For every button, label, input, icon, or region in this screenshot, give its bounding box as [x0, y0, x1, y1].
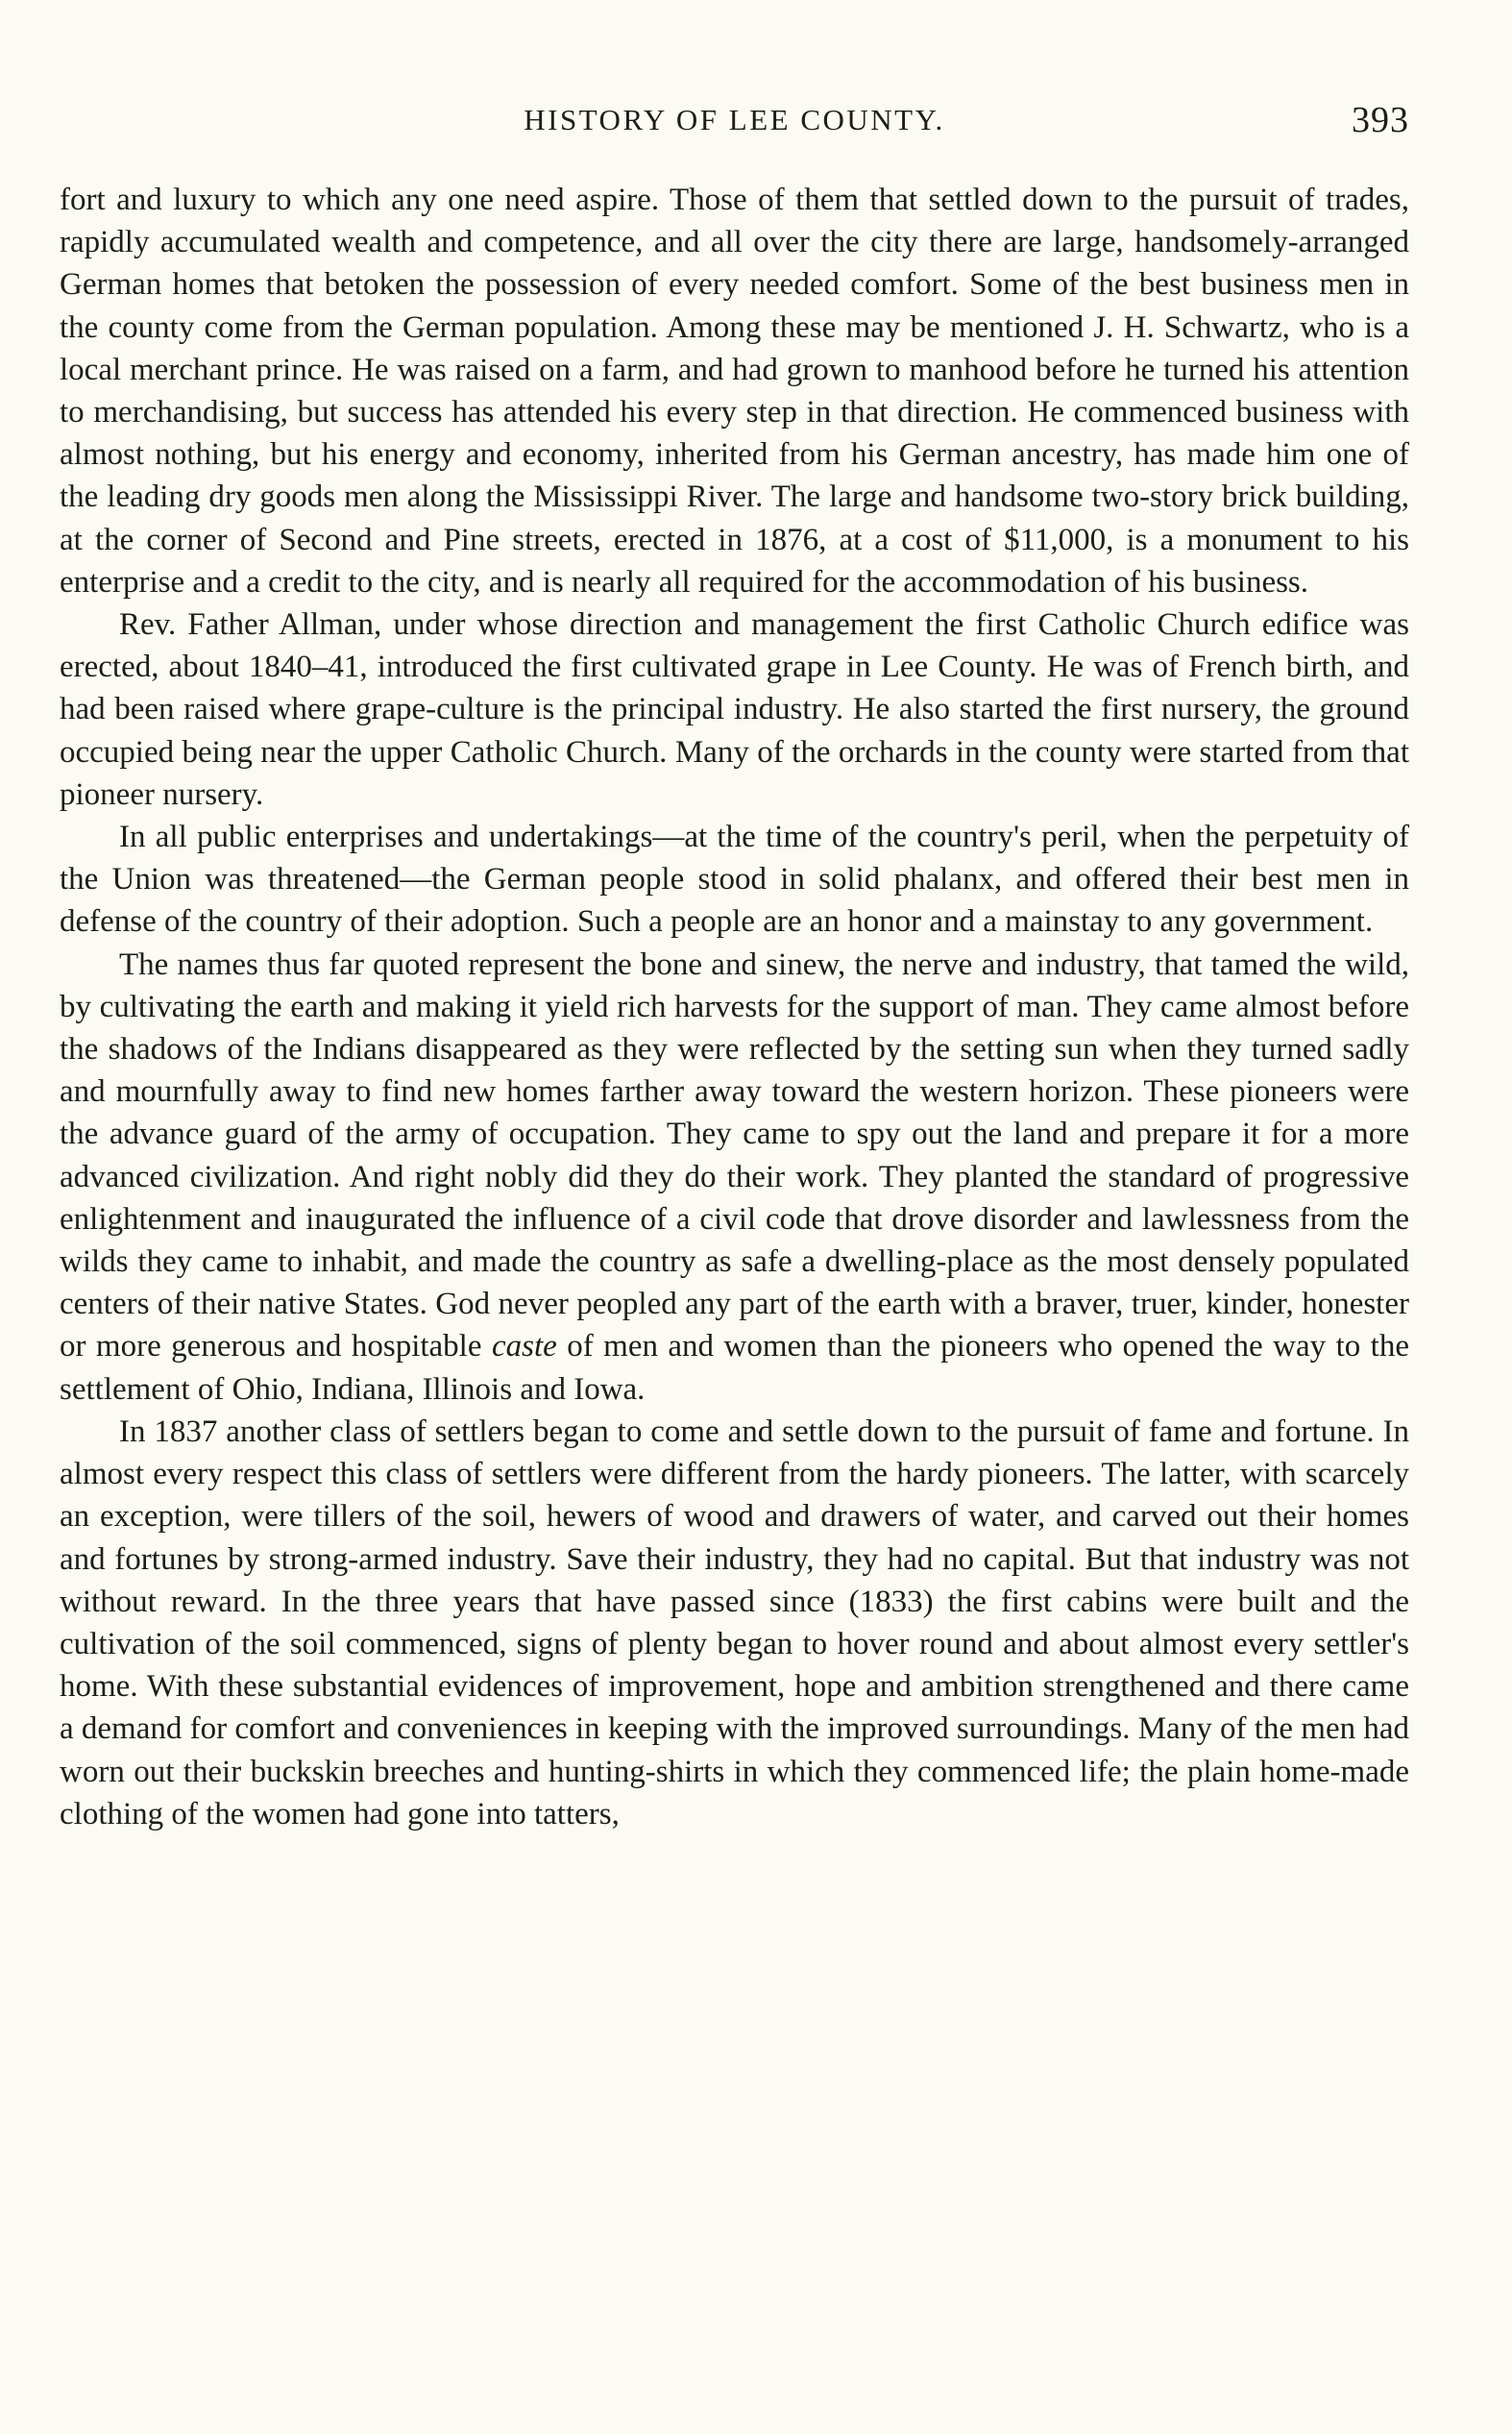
paragraph-pioneers-italic-word: caste: [491, 1329, 557, 1365]
paragraph-pioneers-text-after: of men and women than the pioneers who opened the way to the settlement of Ohio, Indiana, Illinois and Iowa.: [60, 1329, 1409, 1407]
paragraph-pioneers-text-before: The names thus far quoted represent the bone and sinew, the nerve and industry, that tamed the wild, by cultivating the earth and making it yield rich harvests for the support of man. They came almost before the shadows of the Indians disappeared as they were reflected by the setting sun when they turned sadly and mournfully away to find new homes farther away toward the western horizon. These pioneers were the advance guard of the army of occupation. They came to spy out the land and prepare it for a more advanced civilization. And right nobly did they do their work. They planted the standard of progressive enlightenment and inaugurated the influence of a civil code that drove disorder and lawlessness from the wilds they came to inhabit, and made the country as safe a dwelling-place as the most densely populated centers of their native States. God never peopled any part of the earth with a braver, truer, kinder, honester or more generous and hospitable: [60, 947, 1409, 1365]
paragraph-schwartz: fort and luxury to which any one need aspire. Those of them that settled down to the pursuit of trades, rapidly accumulated wealth and competence, and all over the city there are large, handsomely-arranged German homes that betoken the possession of every needed comfort. Some of the best business men in the county come from the German population. Among these may be mentioned J. H. Schwartz, who is a local merchant prince. He was raised on a farm, and had grown to manhood before he turned his attention to merchandising, but success has attended his every step in that direction. He commenced business with almost nothing, but his energy and economy, inherited from his German ancestry, has made him one of the leading dry goods men along the Mississippi River. The large and handsome two-story brick building, at the corner of Second and Pine streets, erected in 1876, at a cost of $11,000, is a monument to his enterprise and a credit to the city, and is nearly all required for the accommodation of his business.: [60, 183, 1409, 600]
paragraph-pioneers: [60, 944, 1409, 1411]
running-head: [60, 96, 1409, 144]
running-title: HISTORY OF LEE COUNTY.: [524, 103, 945, 136]
body-text: [60, 179, 1409, 1835]
paragraph-father-allman: Rev. Father Allman, under whose direction and management the first Catholic Church edifice was erected, about 1840–41, introduced the first cultivated grape in Lee County. He was of French birth, and had been raised where grape-culture is the principal industry. He also started the first nursery, the ground occupied being near the upper Catholic Church. Many of the orchards in the county were started from that pioneer nursery.: [60, 607, 1409, 812]
paragraph-settlers-1837: In 1837 another class of settlers began to come and settle down to the pursuit of fame and fortune. In almost every respect this class of settlers were different from the hardy pioneers. The latter, with scarcely an exception, were tillers of the soil, hewers of wood and drawers of water, and carved out their homes and fortunes by strong-armed industry. Save their industry, they had no capital. But that industry was not without reward. In the three years that have passed since (1833) the first cabins were built and the cultivation of the soil commenced, signs of plenty began to hover round and about almost every settler's home. With these substantial evidences of improvement, hope and ambition strengthened and there came a demand for comfort and conveniences in keeping with the improved surroundings. Many of the men had worn out their buckskin breeches and hunting-shirts in which they commenced life; the plain home-made clothing of the women had gone into tatters,: [60, 1414, 1409, 1832]
page-number: 393: [1352, 100, 1409, 140]
paragraph-german-people: In all public enterprises and undertakings—at the time of the country's peril, when the perpetuity of the Union was threatened—the German people stood in solid phalanx, and offered their best men in defense of the country of their adoption. Such a people are an honor and a mainstay to any government.: [60, 820, 1409, 940]
